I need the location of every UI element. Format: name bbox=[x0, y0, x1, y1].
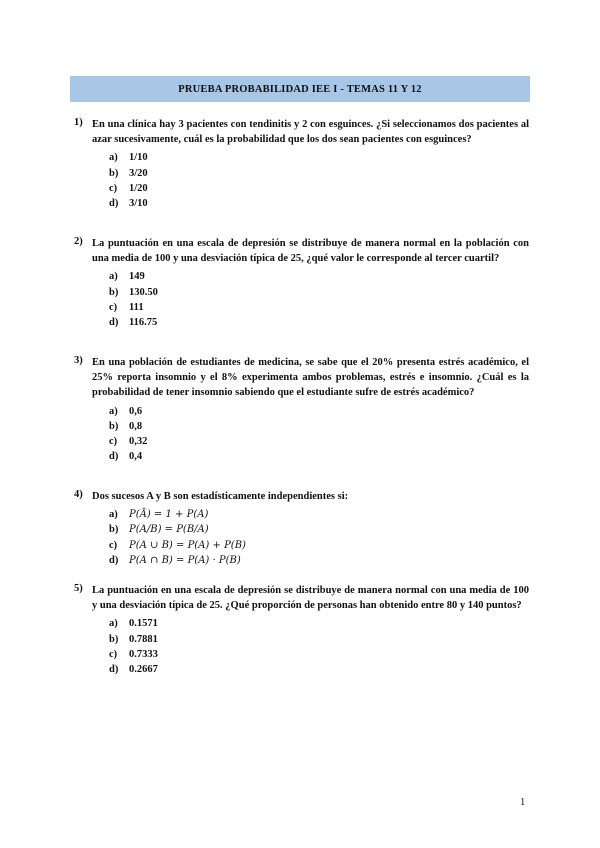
option-text: 149 bbox=[129, 271, 145, 283]
option-text: 0.7333 bbox=[129, 648, 158, 660]
option-text: 0,32 bbox=[129, 436, 148, 448]
question-3 bbox=[74, 355, 529, 464]
option-letter: a) bbox=[109, 152, 118, 164]
option-c bbox=[109, 538, 529, 553]
option-d bbox=[109, 449, 529, 464]
option-text: 0,8 bbox=[129, 420, 143, 432]
option-letter: a) bbox=[109, 509, 118, 521]
option-text: 0,4 bbox=[129, 451, 143, 463]
option-text: 1/20 bbox=[129, 182, 148, 194]
option-letter: c) bbox=[109, 648, 118, 660]
exam-title-banner bbox=[70, 76, 530, 102]
question-text: Dos sucesos A y B son estadísticamente independientes si: bbox=[92, 491, 349, 502]
answer-options bbox=[92, 507, 529, 568]
option-c bbox=[109, 181, 529, 196]
option-text: 0.7881 bbox=[129, 633, 158, 645]
option-text: 0.1571 bbox=[129, 618, 158, 630]
option-letter: b) bbox=[109, 524, 119, 536]
question-text: La puntuación en una escala de depresión se distribuye de manera normal en la población con una media de 100 y una desviación típica de 25, ¿qué valor le corresponde al tercer cuartil? bbox=[92, 238, 529, 265]
option-text: 0.2667 bbox=[129, 664, 158, 676]
option-formula: P(A ∪ B) = P(A) + P(B) bbox=[129, 539, 246, 551]
option-a bbox=[109, 269, 529, 284]
option-text: 1/10 bbox=[129, 152, 148, 164]
option-a bbox=[109, 404, 529, 419]
option-b bbox=[109, 285, 529, 300]
option-letter: b) bbox=[109, 420, 119, 432]
question-text: En una clínica hay 3 pacientes con tendinitis y 2 con esguinces. ¿Si seleccionamos dos pacientes al azar sucesivamente, cuál es la probabilidad que los dos sean pacientes con esguinces? bbox=[92, 119, 529, 146]
question-text: En una población de estudiantes de medicina, se sabe que el 20% presenta estrés académico, el 25% reporta insomnio y el 8% experimenta ambos problemas, estrés e insomnio. ¿Cuál es la probabilidad de tener insomnio sabiendo que el estudiante sufre de estrés académico? bbox=[92, 357, 529, 399]
option-letter: d) bbox=[109, 451, 119, 463]
option-letter: d) bbox=[109, 198, 119, 210]
option-c bbox=[109, 434, 529, 449]
option-c bbox=[109, 647, 529, 662]
question-5 bbox=[74, 583, 529, 677]
option-d bbox=[109, 196, 529, 211]
option-formula: P(Ā) = 1 + P(A) bbox=[129, 509, 209, 521]
option-a bbox=[109, 150, 529, 165]
answer-options bbox=[92, 150, 529, 211]
option-b bbox=[109, 419, 529, 434]
question-1 bbox=[74, 117, 529, 211]
option-text: 3/20 bbox=[129, 167, 148, 179]
answer-options bbox=[92, 404, 529, 465]
exam-title: PRUEBA PROBABILIDAD IEE I - TEMAS 11 Y 12 bbox=[178, 83, 422, 95]
option-letter: b) bbox=[109, 286, 119, 298]
question-4 bbox=[74, 489, 529, 568]
question-number: 2) bbox=[74, 236, 83, 247]
option-d bbox=[109, 662, 529, 677]
option-c bbox=[109, 300, 529, 315]
option-letter: b) bbox=[109, 167, 119, 179]
option-letter: a) bbox=[109, 405, 118, 417]
option-text: 0,6 bbox=[129, 405, 143, 417]
question-number: 3) bbox=[74, 355, 83, 366]
question-number: 1) bbox=[74, 117, 83, 128]
option-formula: P(A/B) = P(B/A) bbox=[129, 524, 209, 536]
answer-options bbox=[92, 616, 529, 677]
option-b bbox=[109, 166, 529, 181]
question-2 bbox=[74, 236, 529, 330]
option-b bbox=[109, 632, 529, 647]
option-d bbox=[109, 315, 529, 330]
option-formula: P(A ∩ B) = P(A) · P(B) bbox=[129, 554, 241, 566]
page-number: 1 bbox=[520, 797, 526, 808]
option-letter: d) bbox=[109, 317, 119, 329]
question-number: 5) bbox=[74, 583, 83, 594]
option-a bbox=[109, 507, 529, 522]
option-text: 130.50 bbox=[129, 286, 158, 298]
question-text: La puntuación en una escala de depresión se distribuye de manera normal con una media de 100 y una desviación típica de 25. ¿Qué proporción de personas han obtenido entre 80 y 140 puntos? bbox=[92, 585, 529, 612]
option-text: 116.75 bbox=[129, 317, 158, 329]
option-d bbox=[109, 553, 529, 568]
answer-options bbox=[92, 269, 529, 330]
question-number: 4) bbox=[74, 489, 83, 500]
option-text: 3/10 bbox=[129, 198, 148, 210]
option-letter: b) bbox=[109, 633, 119, 645]
option-letter: d) bbox=[109, 664, 119, 676]
option-letter: c) bbox=[109, 301, 118, 313]
option-letter: d) bbox=[109, 554, 119, 566]
option-letter: c) bbox=[109, 539, 118, 551]
option-letter: c) bbox=[109, 436, 118, 448]
option-a bbox=[109, 616, 529, 631]
option-b bbox=[109, 522, 529, 537]
option-letter: a) bbox=[109, 271, 118, 283]
option-letter: c) bbox=[109, 182, 118, 194]
option-letter: a) bbox=[109, 618, 118, 630]
option-text: 111 bbox=[129, 301, 144, 313]
